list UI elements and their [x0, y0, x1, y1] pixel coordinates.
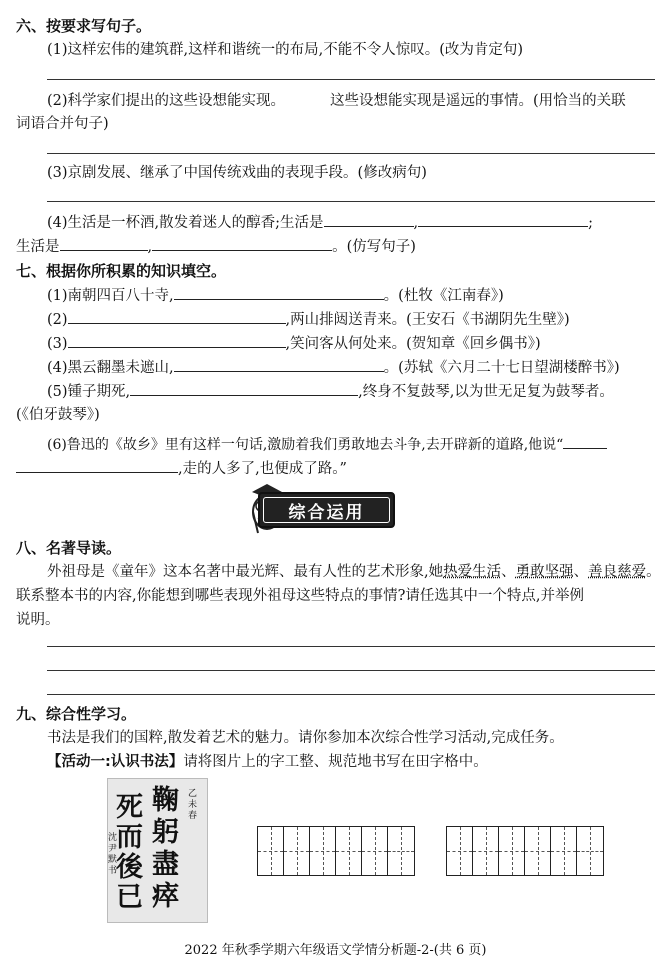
s6-question-3: (3)京剧发展、继承了中国传统戏曲的表现手段。(修改病句) — [47, 165, 427, 181]
s8-paragraph-1 — [47, 562, 661, 582]
s9-paragraph-1: 书法是我们的国粹,散发着艺术的魅力。请你参加本次综合性学习活动,完成任务。 — [47, 730, 564, 746]
trait-love-life: 热爱生活 — [443, 564, 502, 580]
sep-1: 、 — [501, 564, 516, 580]
page-footer: 2022 年秋季学期六年级语文学情分析题-2-(共 6 页) — [184, 943, 487, 958]
sep-2: 、 — [573, 564, 589, 580]
s6-q4-text-b: ; — [588, 215, 594, 231]
s7-q4-text-a: (4)黑云翻墨未遮山, — [47, 360, 174, 376]
s7-question-1 — [47, 285, 504, 306]
s7-q1-text-b: 。(杜牧《江南春》) — [383, 288, 504, 304]
grid-cell[interactable] — [284, 827, 310, 875]
calligraphy-image — [107, 778, 208, 923]
answer-line-s8-1[interactable] — [47, 646, 655, 647]
activity-1-label: 【活动一:认识书法】 — [47, 754, 184, 770]
s9-activity-1 — [47, 752, 488, 772]
s7-question-6-line2 — [16, 458, 347, 479]
blank-s7-q3[interactable] — [68, 333, 286, 348]
calligraphy-date-inscription: 乙未春 — [188, 789, 198, 821]
banner-frame — [263, 497, 390, 523]
blank-s6-q4-2[interactable] — [418, 212, 588, 227]
section-banner — [258, 492, 395, 528]
banner-title: 综合运用 — [288, 502, 365, 523]
section-7-title: 七、根据你所积累的知识填空。 — [16, 262, 227, 280]
s6-q4-text-a: (4)生活是一杯酒,散发着迷人的醇香;生活是 — [47, 215, 324, 231]
blank-s7-q5[interactable] — [130, 381, 358, 396]
s7-question-2 — [47, 309, 570, 330]
writing-grid-2[interactable] — [446, 826, 604, 876]
blank-s6-q4-3[interactable] — [60, 236, 148, 251]
s7-q4-text-b: 。(苏轼《六月二十七日望湖楼醉书》) — [383, 360, 620, 376]
s7-q3-text-b: ,笑问客从何处来。(贺知章《回乡偶书》) — [285, 336, 541, 352]
blank-s7-q2[interactable] — [68, 309, 286, 324]
s7-q2-text-b: ,两山排闼送青来。(王安石《书湖阴先生壁》) — [285, 312, 570, 328]
s6-question-2c: 词语合并句子) — [16, 116, 109, 132]
grid-cell[interactable] — [362, 827, 388, 875]
grid-cell[interactable] — [310, 827, 336, 875]
calligraphy-right-column: 鞠躬盡瘁 — [152, 785, 179, 912]
s6-q4-text-c: 生活是 — [16, 239, 60, 255]
grid-cell[interactable] — [258, 827, 284, 875]
answer-line-s6-q1[interactable] — [47, 79, 655, 80]
s6-question-2b: 这些设想能实现是遥远的事情。(用恰当的关联 — [330, 93, 626, 109]
section-6-title: 六、按要求写句子。 — [16, 17, 152, 35]
calligraphy-left-column: 死而後已 — [116, 792, 143, 913]
activity-1-text: 请将图片上的字工整、规范地书写在田字格中。 — [183, 754, 488, 770]
grid-cell[interactable] — [388, 827, 414, 875]
s7-question-3 — [47, 333, 541, 354]
grid-cell[interactable] — [525, 827, 551, 875]
s7-question-6-line1 — [47, 434, 607, 455]
trait-brave: 勇敢坚强 — [515, 564, 574, 580]
grid-cell[interactable] — [499, 827, 525, 875]
section-8-title: 八、名著导读。 — [16, 539, 122, 557]
s7-q6-text-a: (6)鲁迅的《故乡》里有这样一句话,激励着我们勇敢地去斗争,去开辟新的道路,他说“ — [47, 437, 564, 453]
s6-question-2a: (2)科学家们提出的这些设想能实现。 — [47, 93, 286, 109]
answer-line-s6-q2[interactable] — [47, 153, 655, 154]
grid-cell[interactable] — [577, 827, 603, 875]
grid-cell[interactable] — [336, 827, 362, 875]
blank-s7-q1[interactable] — [174, 285, 384, 300]
s7-q2-text-a: (2) — [47, 312, 68, 328]
s7-q5-text-a: (5)锺子期死, — [47, 384, 131, 400]
s6-question-1: (1)这样宏伟的建筑群,这样和谐统一的布局,不能不令人惊叹。(改为肯定句) — [47, 42, 524, 58]
writing-grid-1[interactable] — [257, 826, 415, 876]
s7-question-5-source: (《伯牙鼓琴》) — [16, 407, 100, 423]
s7-q3-text-a: (3) — [47, 336, 68, 352]
s7-question-4 — [47, 357, 620, 378]
grid-cell[interactable] — [473, 827, 499, 875]
s8-p1-text: 外祖母是《童年》这本名著中最光辉、最有人性的艺术形象,她 — [47, 564, 444, 580]
blank-s7-q6-b[interactable] — [16, 458, 178, 473]
s7-q1-text-a: (1)南朝四百八十寺, — [47, 288, 174, 304]
answer-line-s8-2[interactable] — [47, 670, 655, 671]
section-9-title: 九、综合性学习。 — [16, 705, 137, 723]
s6-question-4-line2: 生活是 , 。(仿写句子) — [16, 236, 416, 257]
s6-question-4-line1: (4)生活是一杯酒,散发着迷人的醇香;生活是 , ; — [47, 212, 593, 233]
blank-s6-q4-4[interactable] — [152, 236, 332, 251]
period: 。 — [646, 564, 661, 580]
blank-s7-q4[interactable] — [174, 357, 384, 372]
s8-paragraph-2: 联系整本书的内容,你能想到哪些表现外祖母这些特点的事情?请任选其中一个特点,并举例 — [16, 588, 584, 604]
calligraphy-signature: 沈尹默书 — [108, 833, 118, 876]
grid-cell[interactable] — [551, 827, 577, 875]
answer-line-s6-q3[interactable] — [47, 201, 655, 202]
s7-q5-text-b: ,终身不复鼓琴,以为世无足复为鼓琴者。 — [358, 384, 614, 400]
s7-question-5 — [47, 381, 614, 402]
s7-q6-text-b: ,走的人多了,也便成了路。” — [178, 461, 347, 477]
blank-s7-q6-a[interactable] — [563, 434, 607, 449]
answer-line-s8-3[interactable] — [47, 694, 655, 695]
blank-s6-q4-1[interactable] — [324, 212, 414, 227]
trait-kind: 善良慈爱 — [588, 564, 647, 580]
s6-q4-text-d: 。(仿写句子) — [332, 239, 416, 255]
grid-cell[interactable] — [447, 827, 473, 875]
s8-paragraph-3: 说明。 — [16, 612, 60, 628]
